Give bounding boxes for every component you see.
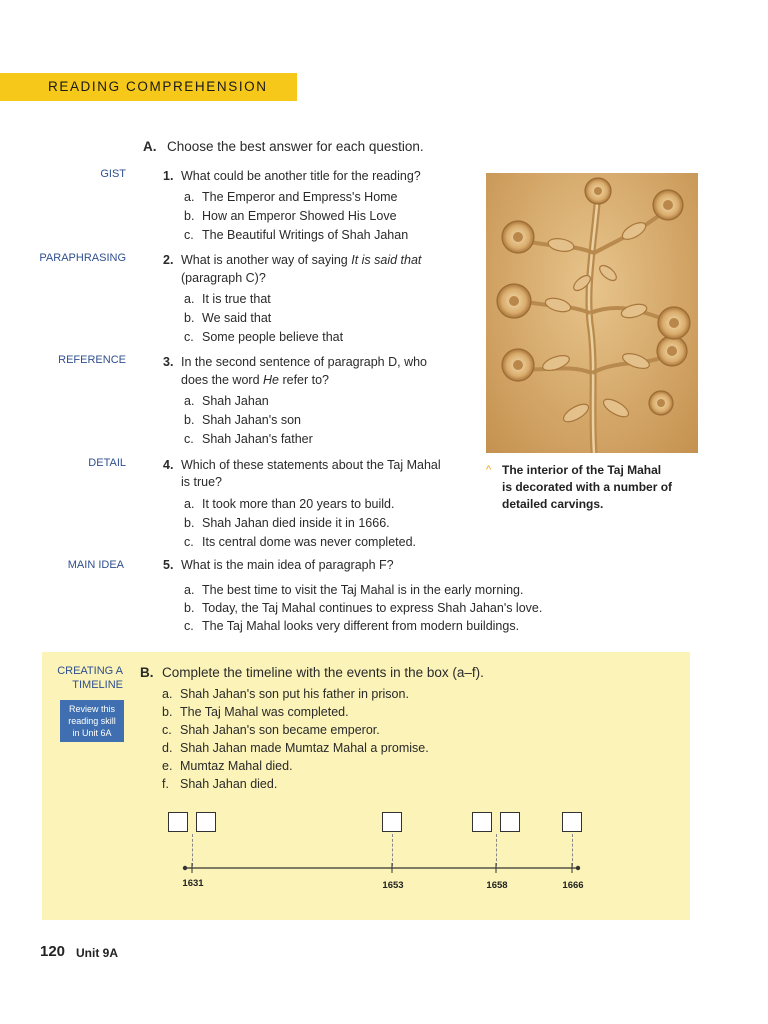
- event-b: b. The Taj Mahal was completed.: [162, 705, 349, 719]
- q2-option-b[interactable]: b. We said that: [184, 311, 272, 325]
- q2-option-a[interactable]: a. It is true that: [184, 292, 271, 306]
- timeline-answer-box-2[interactable]: [196, 812, 216, 832]
- q5-option-c[interactable]: c. The Taj Mahal looks very different from modern buildings.: [184, 619, 520, 633]
- timeline-answer-box-1[interactable]: [168, 812, 188, 832]
- q3-option-a[interactable]: a. Shah Jahan: [184, 394, 269, 408]
- q3-option-c[interactable]: c. Shah Jahan's father: [184, 432, 313, 446]
- page-number: 120: [40, 943, 66, 960]
- photo-caption-line-1: The interior of the Taj Mahal: [502, 463, 662, 477]
- question-4: 4. Which of these statements about the Taj Mahal: [163, 458, 441, 472]
- question-3-line-2: does the word He refer to?: [181, 373, 330, 387]
- event-a: a. Shah Jahan's son put his father in prison.: [162, 687, 409, 701]
- question-2-line-2: (paragraph C)?: [181, 271, 266, 285]
- timeline-answer-box-4[interactable]: [472, 812, 492, 832]
- photo-caption-line-2: is decorated with a number of: [502, 480, 673, 494]
- timeline-answer-box-5[interactable]: [500, 812, 520, 832]
- photo-caption-line-3: detailed carvings.: [502, 497, 604, 511]
- question-4-line-2: is true?: [181, 475, 222, 489]
- q4-option-a[interactable]: a. It took more than 20 years to build.: [184, 497, 395, 511]
- timeline-year-1631: 1631: [182, 878, 204, 889]
- timeline-year-1653: 1653: [382, 880, 404, 891]
- carving-illustration: [486, 173, 698, 453]
- event-d: d. Shah Jahan made Mumtaz Mahal a promise.: [162, 741, 429, 755]
- timeline-axis: [180, 860, 590, 880]
- q1-option-a[interactable]: a. The Emperor and Empress's Home: [184, 190, 398, 204]
- event-e: e. Mumtaz Mahal died.: [162, 759, 293, 773]
- skill-label-reference: REFERENCE: [58, 354, 126, 366]
- q4-option-c[interactable]: c. Its central dome was never completed.: [184, 535, 416, 549]
- q1-option-c[interactable]: c. The Beautiful Writings of Shah Jahan: [184, 228, 409, 242]
- caption-arrow-icon: ^: [486, 464, 492, 476]
- skill-label-gist: GIST: [100, 168, 126, 180]
- review-skill-note: Review this reading skill in Unit 6A: [60, 700, 124, 742]
- section-title: READING COMPREHENSION: [48, 79, 268, 94]
- q5-option-a[interactable]: a. The best time to visit the Taj Mahal is in the early morning.: [184, 583, 524, 597]
- question-5: 5. What is the main idea of paragraph F?: [163, 558, 394, 572]
- skill-label-creating-timeline: CREATING A TIMELINE: [57, 665, 123, 691]
- question-1: 1. What could be another title for the reading?: [163, 169, 421, 183]
- q3-option-b[interactable]: b. Shah Jahan's son: [184, 413, 301, 427]
- skill-label-main-idea: MAIN IDEA: [67, 559, 124, 571]
- q1-option-b[interactable]: b. How an Emperor Showed His Love: [184, 209, 397, 223]
- timeline-answer-box-6[interactable]: [562, 812, 582, 832]
- event-f: f. Shah Jahan died.: [162, 777, 278, 791]
- skill-label-detail: DETAIL: [88, 457, 126, 469]
- skill-label-paraphrasing: PARAPHRASING: [39, 252, 126, 264]
- taj-mahal-carving-photo: [486, 173, 698, 453]
- timeline-year-1666: 1666: [562, 880, 584, 891]
- question-3: 3. In the second sentence of paragraph D, who: [163, 355, 427, 369]
- part-a-instruction: A. Choose the best answer for each question.: [143, 139, 424, 154]
- timeline-year-1658: 1658: [486, 880, 508, 891]
- q5-option-b[interactable]: b. Today, the Taj Mahal continues to express Shah Jahan's love.: [184, 601, 543, 615]
- part-b-instruction: B. Complete the timeline with the events in the box (a–f).: [140, 665, 484, 680]
- timeline-answer-box-3[interactable]: [382, 812, 402, 832]
- question-2: 2. What is another way of saying It is said that: [163, 253, 422, 267]
- q2-option-c[interactable]: c. Some people believe that: [184, 330, 344, 344]
- unit-label: Unit 9A: [76, 946, 118, 960]
- q4-option-b[interactable]: b. Shah Jahan died inside it in 1666.: [184, 516, 390, 530]
- event-c: c. Shah Jahan's son became emperor.: [162, 723, 380, 737]
